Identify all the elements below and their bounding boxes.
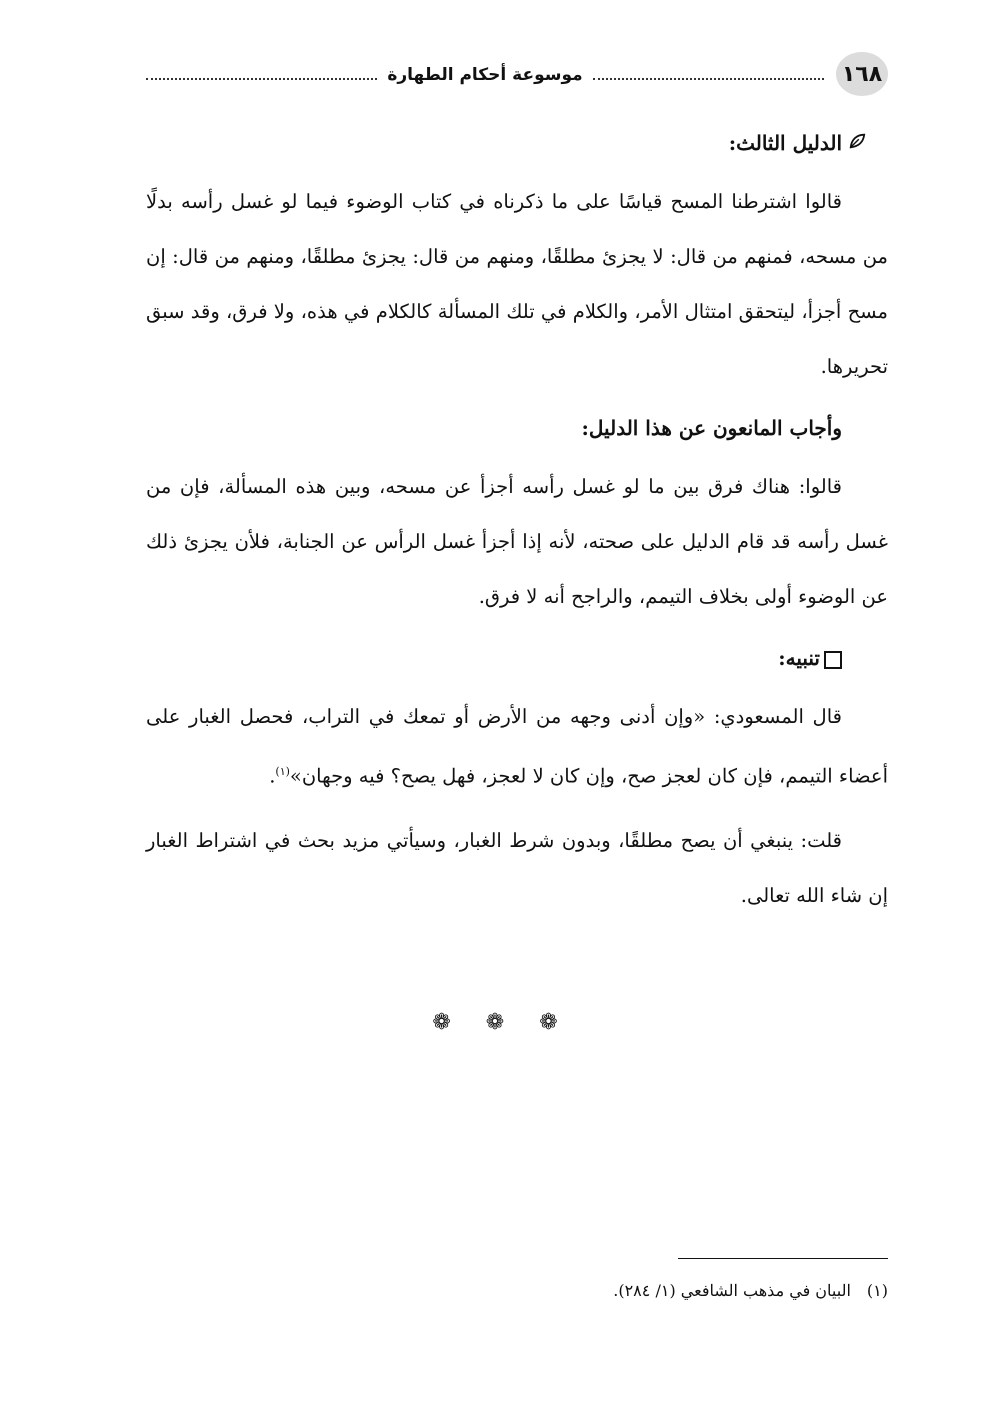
paragraph-quote (146, 689, 888, 804)
footnote-text: البيان في مذهب الشافعي (١/ ٢٨٤). (613, 1281, 851, 1300)
heading-text: الدليل الثالث: (728, 131, 842, 155)
footnote-reference[interactable]: (١) (275, 765, 290, 778)
heading-text: تنبيه: (778, 646, 820, 670)
running-title-bar (146, 62, 824, 88)
section-heading-note (146, 633, 888, 683)
footnote (146, 1276, 888, 1306)
paragraph: قالوا اشترطنا المسح قياسًا على ما ذكرناه في كتاب الوضوء فيما لو غسل رأسه بدلًا من مسحه، فمنهم من قال: لا يجزئ مطلقًا، ومنهم من قال: يجزئ مطلقًا، ومنهم من قال: إن مسح أجزأ، ليتحقق امتثال الأمر، والكلام في تلك المسألة كالكلام في هذه، ولا فرق، وقد سبق تحريرها. (146, 190, 888, 378)
page-body (146, 118, 888, 932)
page-number: ١٦٨ (836, 52, 888, 96)
page-header (146, 52, 888, 96)
running-title: موسوعة أحكام الطهارة (387, 65, 583, 85)
quote-text: قال المسعودي: «وإن أدنى وجهه من الأرض أو تمعك في التراب، فحصل الغبار على أعضاء التيمم، فإن كان لعجز صح، وإن كان لا لعجز، فهل يصح؟ فيه وجهان» (146, 705, 888, 788)
footnote-divider (678, 1258, 888, 1259)
leaf-icon (848, 132, 866, 150)
header-dots-right (593, 78, 824, 80)
square-bullet-icon (824, 651, 842, 669)
paragraph: قالوا: هناك فرق بين ما لو غسل رأسه أجزأ عن مسحه، وبين هذه المسألة، فإن من غسل رأسه قد قام الدليل على صحته، لأنه إذا أجزأ غسل الرأس عن الجنابة، فلأن يجزئ ذلك عن الوضوء أولى بخلاف التيمم، والراجح أنه لا فرق. (146, 475, 888, 608)
footnote-number: (١) (866, 1281, 888, 1300)
section-heading-reply: وأجاب المانعون عن هذا الدليل: (581, 416, 842, 440)
paragraph: قلت: ينبغي أن يصح مطلقًا، وبدون شرط الغبار، وسيأتي مزيد بحث في اشتراط الغبار إن شاء الله تعالى. (146, 828, 888, 907)
section-ornament: ❁ ❁ ❁ (432, 1010, 572, 1035)
header-dots-left (146, 78, 377, 80)
section-heading-third-evidence (146, 118, 888, 168)
quote-end: . (269, 764, 276, 788)
